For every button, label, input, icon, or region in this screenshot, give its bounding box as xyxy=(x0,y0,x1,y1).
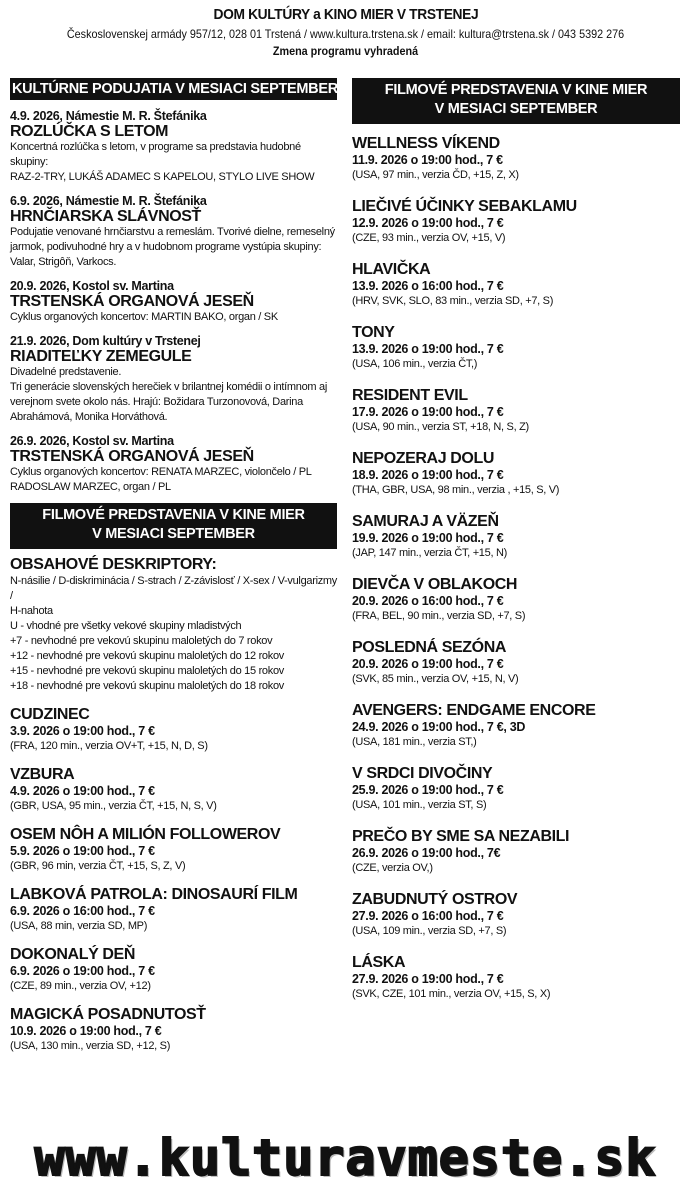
film-info: (USA, 181 min., verzia ST,) xyxy=(352,736,477,748)
film-info: (USA, 106 min., verzia ČT,) xyxy=(352,358,478,370)
event-date-place: 6.9. 2026, Námestie M. R. Štefánika xyxy=(10,194,207,208)
film-title: DOKONALÝ DEŇ xyxy=(10,946,135,963)
descriptor-line: +12 - nevhodné pre vekovú skupinu maloletých do 12 rokov xyxy=(10,650,284,662)
descriptor-line: H-nahota xyxy=(10,605,53,617)
film-datetime-price: 27.9. 2026 o 16:00 hod., 7 € xyxy=(352,909,504,923)
film-info: (CZE, 89 min., verzia OV, +12) xyxy=(10,980,151,992)
event-date-place: 20.9. 2026, Kostol sv. Martina xyxy=(10,279,174,293)
event-item xyxy=(10,279,337,325)
films-list-left xyxy=(10,705,337,1054)
films-header-line2: V MESIACI SEPTEMBER xyxy=(434,101,598,117)
film-title: DIEVČA V OBLAKOCH xyxy=(352,576,518,593)
film-item xyxy=(352,323,680,372)
film-info: (GBR, USA, 95 min., verzia ČT, +15, N, S, V) xyxy=(10,800,217,812)
film-info: (USA, 130 min., verzia SD, +12, S) xyxy=(10,1040,171,1052)
event-description-line: Podujatie venované hrnčiarstvu a remeslám. Tvorivé dielne, remeselný xyxy=(10,226,335,238)
film-datetime-price: 17.9. 2026 o 19:00 hod., 7 € xyxy=(352,405,504,419)
descriptor-line: N-násilie / D-diskriminácia / S-strach / Z-závislosť / X-sex / V-vulgarizmy / xyxy=(10,575,337,602)
descriptor-line: +7 - nevhodné pre vekovú skupinu maloletých do 7 rokov xyxy=(10,635,273,647)
event-description-line: Tri generácie slovenských herečiek v brilantnej komédii o intímnom aj xyxy=(10,381,327,393)
film-item xyxy=(352,953,680,1002)
event-description-line: Cyklus organových koncertov: MARTIN BAKO, organ / SK xyxy=(10,311,278,323)
footer-banner xyxy=(0,1130,691,1186)
film-title: POSLEDNÁ SEZÓNA xyxy=(352,639,507,656)
contact-line: Československej armády 957/12, 028 01 Trstená / www.kultura.trstena.sk / email: kultura@trstena.sk / 043 5392 276 xyxy=(66,27,625,41)
film-title: HLAVIČKA xyxy=(352,261,431,278)
film-item xyxy=(352,575,680,624)
right-column xyxy=(352,78,680,1002)
film-item xyxy=(10,765,337,814)
event-date-place: 21.9. 2026, Dom kultúry v Trstenej xyxy=(10,334,201,348)
event-description-line: Koncertná rozlúčka s letom, v programe sa predstavia hudobné skupiny: xyxy=(10,141,301,168)
films-header-line1: FILMOVÉ PREDSTAVENIA V KINE MIER xyxy=(42,507,305,523)
event-name: TRSTENSKÁ ORGANOVÁ JESEŇ xyxy=(10,448,254,465)
film-datetime-price: 19.9. 2026 o 19:00 hod., 7 € xyxy=(352,531,504,545)
film-title: NEPOZERAJ DOLU xyxy=(352,450,494,467)
film-item xyxy=(352,638,680,687)
film-item xyxy=(10,945,337,994)
descriptors-heading: OBSAHOVÉ DESKRIPTORY: xyxy=(10,556,217,573)
film-item xyxy=(352,134,680,183)
film-item xyxy=(352,764,680,813)
event-name: ROZLÚČKA S LETOM xyxy=(10,123,169,140)
film-item xyxy=(352,512,680,561)
film-info: (USA, 88 min, verzia SD, MP) xyxy=(10,920,148,932)
film-title: RESIDENT EVIL xyxy=(352,387,468,404)
film-title: LÁSKA xyxy=(352,954,406,971)
film-item xyxy=(10,705,337,754)
event-description-line: Abrahámová, Monika Horváthová. xyxy=(10,411,168,423)
film-title: OSEM NÔH A MILIÓN FOLLOWEROV xyxy=(10,826,281,843)
film-info: (USA, 101 min., verzia ST, S) xyxy=(352,799,487,811)
film-item xyxy=(352,260,680,309)
films-list-right xyxy=(352,134,680,1002)
film-datetime-price: 25.9. 2026 o 19:00 hod., 7 € xyxy=(352,783,504,797)
films-header-line1: FILMOVÉ PREDSTAVENIA V KINE MIER xyxy=(384,82,648,98)
film-info: (USA, 90 min., verzia ST, +18, N, S, Z) xyxy=(352,421,529,433)
event-description-line: Cyklus organových koncertov: RENATA MARZEC, violončelo / PL xyxy=(10,466,312,478)
program-notice: Zmena programu vyhradená xyxy=(272,44,419,58)
event-description-line: Valar, Strigôň, Varkocs. xyxy=(10,256,117,268)
film-title: LABKOVÁ PATROLA: DINOSAURÍ FILM xyxy=(10,886,298,903)
film-datetime-price: 20.9. 2026 o 16:00 hod., 7 € xyxy=(352,594,504,608)
film-title: TONY xyxy=(352,324,395,341)
film-item xyxy=(352,197,680,246)
film-info: (JAP, 147 min., verzia ČT, +15, N) xyxy=(352,547,507,559)
descriptor-line: U - vhodné pre všetky vekové skupiny mladistvých xyxy=(10,620,242,632)
film-title: PREČO BY SME SA NEZABILI xyxy=(352,828,570,845)
film-item xyxy=(352,449,680,498)
film-datetime-price: 13.9. 2026 o 19:00 hod., 7 € xyxy=(352,342,504,356)
film-info: (FRA, BEL, 90 min., verzia SD, +7, S) xyxy=(352,610,526,622)
film-info: (FRA, 120 min., verzia OV+T, +15, N, D, S) xyxy=(10,740,208,752)
descriptor-line: +18 - nevhodné pre vekovú skupinu maloletých do 18 rokov xyxy=(10,680,284,692)
film-datetime-price: 6.9. 2026 o 16:00 hod., 7 € xyxy=(10,904,155,918)
film-title: V SRDCI DIVOČINY xyxy=(352,765,493,782)
film-item xyxy=(10,1005,337,1054)
film-title: SAMURAJ A VÄZEŇ xyxy=(352,513,499,530)
page-header xyxy=(0,6,691,58)
films-section-header-right xyxy=(352,78,680,124)
film-datetime-price: 12.9. 2026 o 19:00 hod., 7 € xyxy=(352,216,504,230)
film-datetime-price: 20.9. 2026 o 19:00 hod., 7 € xyxy=(352,657,504,671)
film-info: (CZE, 93 min., verzia OV, +15, V) xyxy=(352,232,506,244)
film-title: VZBURA xyxy=(10,766,75,783)
event-item xyxy=(10,109,337,185)
left-column xyxy=(10,78,337,1054)
film-title: CUDZINEC xyxy=(10,706,90,723)
film-item xyxy=(352,890,680,939)
descriptor-line: +15 - nevhodné pre vekovú skupinu maloletých do 15 rokov xyxy=(10,665,284,677)
film-datetime-price: 24.9. 2026 o 19:00 hod., 7 €, 3D xyxy=(352,720,526,734)
event-description-line: RADOSLAW MARZEC, organ / PL xyxy=(10,481,171,493)
event-description-line: RAZ-2-TRY, LUKÁŠ ADAMEC S KAPELOU, STYLO LIVE SHOW xyxy=(10,171,315,183)
film-datetime-price: 11.9. 2026 o 19:00 hod., 7 € xyxy=(352,153,503,167)
film-datetime-price: 13.9. 2026 o 16:00 hod., 7 € xyxy=(352,279,504,293)
film-info: (HRV, SVK, SLO, 83 min., verzia SD, +7, S) xyxy=(352,295,554,307)
film-item xyxy=(10,825,337,874)
film-title: AVENGERS: ENDGAME ENCORE xyxy=(352,702,596,719)
event-description-line: Divadelné predstavenie. xyxy=(10,366,122,378)
event-name: TRSTENSKÁ ORGANOVÁ JESEŇ xyxy=(10,293,254,310)
event-item xyxy=(10,434,337,495)
page-title: DOM KULTÚRY a KINO MIER V TRSTENEJ xyxy=(213,6,478,23)
film-info: (CZE, verzia OV,) xyxy=(352,862,433,874)
events-list xyxy=(10,109,337,495)
film-datetime-price: 4.9. 2026 o 19:00 hod., 7 € xyxy=(10,784,155,798)
film-datetime-price: 6.9. 2026 o 19:00 hod., 7 € xyxy=(10,964,155,978)
events-section-header: KULTÚRNE PODUJATIA V MESIACI SEPTEMBER xyxy=(10,78,337,100)
website-url: www.kulturavmeste.sk xyxy=(34,1129,657,1186)
film-info: (USA, 109 min., verzia SD, +7, S) xyxy=(352,925,507,937)
film-item xyxy=(352,386,680,435)
event-item xyxy=(10,194,337,270)
film-datetime-price: 5.9. 2026 o 19:00 hod., 7 € xyxy=(10,844,155,858)
film-info: (SVK, 85 min., verzia OV, +15, N, V) xyxy=(352,673,519,685)
films-section-header-left xyxy=(10,503,337,549)
event-date-place: 4.9. 2026, Námestie M. R. Štefánika xyxy=(10,109,207,123)
film-info: (THA, GBR, USA, 98 min., verzia , +15, S, V) xyxy=(352,484,560,496)
film-datetime-price: 26.9. 2026 o 19:00 hod., 7€ xyxy=(352,846,501,860)
films-header-line2: V MESIACI SEPTEMBER xyxy=(92,526,255,542)
event-item xyxy=(10,334,337,425)
film-datetime-price: 10.9. 2026 o 19:00 hod., 7 € xyxy=(10,1024,162,1038)
content-descriptors xyxy=(10,555,337,694)
event-name: HRNČIARSKA SLÁVNOSŤ xyxy=(10,208,201,225)
film-item xyxy=(352,827,680,876)
film-title: ZABUDNUTÝ OSTROV xyxy=(352,891,518,908)
film-item xyxy=(352,701,680,750)
film-item xyxy=(10,885,337,934)
film-title: MAGICKÁ POSADNUTOSŤ xyxy=(10,1006,206,1023)
event-description-line: jarmok, podivuhodné hry a v hudobnom programe vystúpia skupiny: xyxy=(10,241,322,253)
film-title: WELLNESS VÍKEND xyxy=(352,135,500,152)
film-datetime-price: 27.9. 2026 o 19:00 hod., 7 € xyxy=(352,972,504,986)
event-date-place: 26.9. 2026, Kostol sv. Martina xyxy=(10,434,174,448)
film-info: (GBR, 96 min, verzia ČT, +15, S, Z, V) xyxy=(10,860,186,872)
descriptor-lines xyxy=(10,574,337,694)
event-name: RIADITEĽKY ZEMEGULE xyxy=(10,348,192,365)
film-datetime-price: 3.9. 2026 o 19:00 hod., 7 € xyxy=(10,724,155,738)
film-title: LIEČIVÉ ÚČINKY SEBAKLAMU xyxy=(352,198,577,215)
event-description-line: verejnom svete okolo nás. Hrajú: Božidara Turzonovová, Darina xyxy=(10,396,303,408)
film-info: (SVK, CZE, 101 min., verzia OV, +15, S, X) xyxy=(352,988,551,1000)
film-datetime-price: 18.9. 2026 o 19:00 hod., 7 € xyxy=(352,468,504,482)
film-info: (USA, 97 min., verzia ČD, +15, Z, X) xyxy=(352,169,519,181)
